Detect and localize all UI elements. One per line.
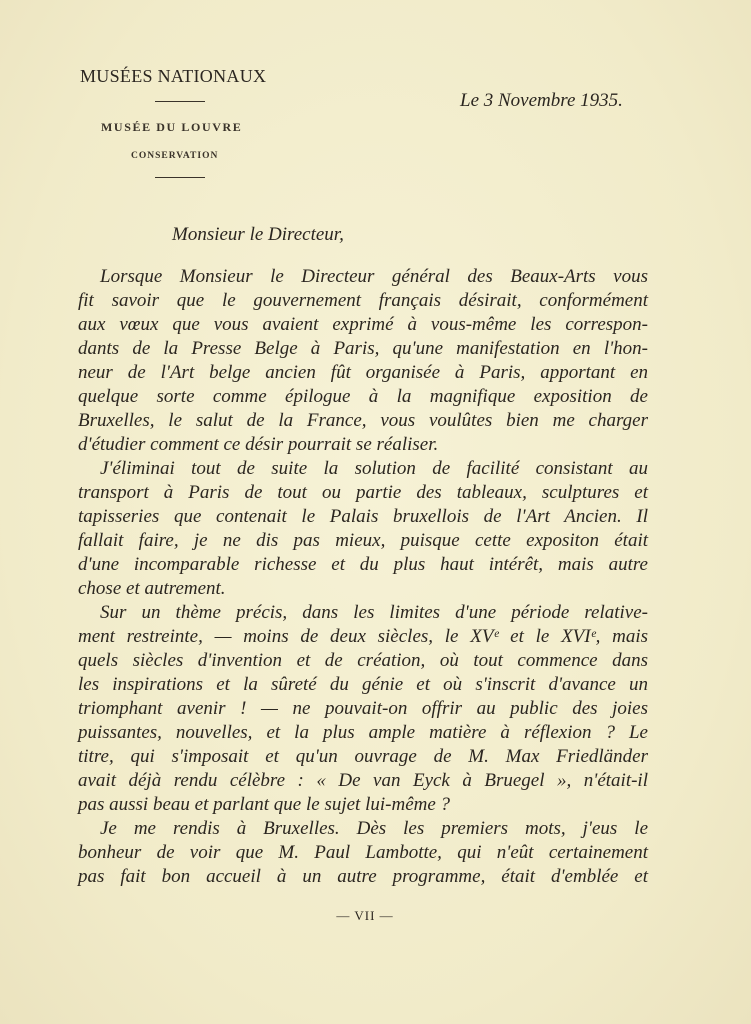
text-line: pas fait bon accueil à un autre programme, était d'emblée et <box>78 866 648 887</box>
page-number: — VII — <box>336 908 394 923</box>
text-line: avait déjà rendu célèbre : « De van Eyck à Bruegel », n'était-il <box>78 770 648 791</box>
text-line: quels siècles d'invention et de création, où tout commence dans <box>78 650 648 671</box>
text-line: J'éliminai tout de suite la solution de facilité consistant au <box>100 458 648 479</box>
text-line: quelque sorte comme épilogue à la magnifique exposition de <box>78 386 648 407</box>
salutation: Monsieur le Directeur, <box>172 224 344 245</box>
text-line: chose et autrement. <box>78 578 226 599</box>
text-line: aux vœux que vous avaient exprimé à vous-même les correspon- <box>78 314 648 335</box>
divider <box>155 177 205 178</box>
text-line: dants de la Presse Belge à Paris, qu'une manifestation en l'hon- <box>78 338 648 359</box>
text-line: pas aussi beau et parlant que le sujet lui-même ? <box>78 794 451 815</box>
letterhead-museum: MUSÉE DU LOUVRE <box>101 120 243 134</box>
text-line: transport à Paris de tout ou partie des tableaux, sculptures et <box>78 482 648 503</box>
text-line: Je me rendis à Bruxelles. Dès les premiers mots, j'eus le <box>100 818 648 839</box>
text-line: fallait faire, je ne dis pas mieux, puisque cette expositon était <box>78 530 648 551</box>
text-line: les inspirations et la sûreté du génie et où s'inscrit d'avance un <box>78 674 648 695</box>
text-line: d'étudier comment ce désir pourrait se réaliser. <box>78 434 439 455</box>
divider <box>155 101 205 102</box>
text-line: fit savoir que le gouvernement français désirait, conformément <box>78 290 648 311</box>
letter-date: Le 3 Novembre 1935. <box>460 90 623 111</box>
text-line: tapisseries que contenait le Palais bruxellois de l'Art Ancien. Il <box>78 506 648 527</box>
text-line: titre, qui s'imposait et qu'un ouvrage de M. Max Friedländer <box>78 746 648 767</box>
text-line: ment restreinte, — moins de deux siècles, le XVᵉ et le XVIᵉ, mais <box>78 626 648 647</box>
letter-body <box>78 265 648 889</box>
text-line: Sur un thème précis, dans les limites d'une période relative- <box>100 602 648 623</box>
text-line: bonheur de voir que M. Paul Lambotte, qui n'eût certainement <box>78 842 648 863</box>
letterhead-department: CONSERVATION <box>131 151 219 161</box>
text-line: neur de l'Art belge ancien fût organisée à Paris, apportant en <box>78 362 648 383</box>
text-line: puissantes, nouvelles, et la plus ample matière à réflexion ? Le <box>78 722 648 743</box>
text-line: d'une incomparable richesse et du plus haut intérêt, mais autre <box>78 554 648 575</box>
text-line: Lorsque Monsieur le Directeur général des Beaux-Arts vous <box>100 266 648 287</box>
text-line: Bruxelles, le salut de la France, vous voulûtes bien me charger <box>78 410 648 431</box>
text-line: triomphant avenir ! — ne pouvait-on offrir au public des joies <box>78 698 648 719</box>
letterhead-institution: MUSÉES NATIONAUX <box>80 66 267 86</box>
